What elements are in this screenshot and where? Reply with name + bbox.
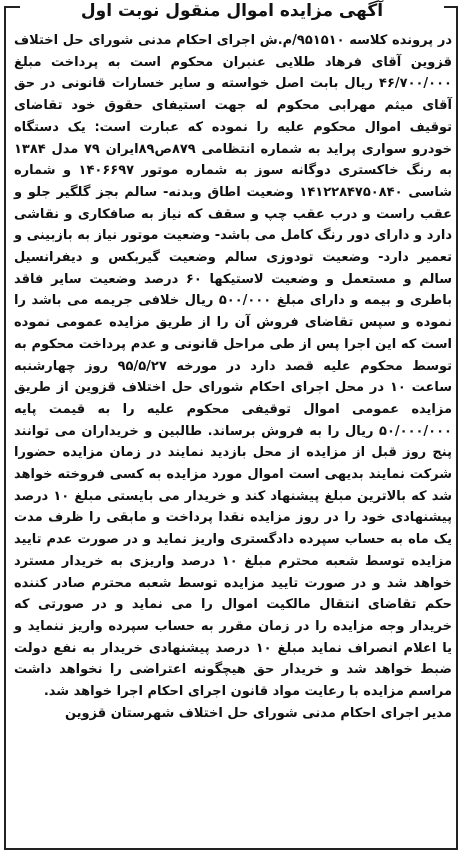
notice-title bbox=[20, 0, 444, 24]
notice-signature: مدیر اجرای احکام مدنی شورای حل اختلاف شهرستان قزوین bbox=[64, 705, 452, 721]
notice-body-text: در پرونده کلاسه ۹۵۱۵۱۰/م.ش اجرای احکام مدنی شورای حل اختلاف قزوین آقای فرهاد طلایی عنبران محکوم است به پرداخت مبلغ ۴۶/۷۰۰/۰۰۰ ریال بابت اصل خواسته و سایر خسارات قانونی در حق آقای میثم مهرابی محکوم له جهت استیفای حقوق خود تقاضای توقیف اموال محکوم علیه را نموده که عبارت است: یک دستگاه خودرو سواری پراید به شماره انتظامی ۸۷۹ص۸۹ایران ۷۹ مدل ۱۳۸۴ به رنگ خاکستری دوگانه سوز به شماره موتور ۱۴۰۶۶۹۷ و شماره شاسی ۱۴۱۲۲۸۴۷۵۰۸۴۰ وضعیت اطاق وبدنه- سالم بجز گلگیر جلو و عقب راست و درب عقب چپ و سقف که نیاز به صافکاری و نقاشی دارد و دارای دور رنگ کامل می باشد- وضعیت موتور نیاز به بازبینی و تعمیر دارد- وضعیت تودوزی سالم وضعیت گیربکس و دیفرانسیل سالم و مستعمل و وضعیت لاستیکها ۶۰ درصد وضعیت سایر فاقد باطری و بیمه و دارای مبلغ ۵۰۰/۰۰۰ ریال خلافی جریمه می باشد را نموده و سپس تقاضای فروش آن را از طریق مزایده عمومی نموده است که این اجرا پس از طی مراحل قانونی و عدم پرداخت محکوم به توسط محکوم علیه قصد دارد در مورخه ۹۵/۵/۲۷ روز چهارشنبه ساعت ۱۰ در محل اجرای احکام شورای حل اختلاف قزوین از طریق مزایده عمومی اموال توقیفی محکوم علیه را به قیمت پایه ۵۰/۰۰۰/۰۰۰ ریال را به فروش برساند. طالبین و خریداران می توانند پنج روز قبل از مزایده از محل بازدید نمایند در زمان مزایده حضورا شرکت نمایند بدیهی است اموال مورد مزایده به کسی فروخته خواهد شد که بالاترین مبلغ پیشنهاد کند و خریدار می بایستی مبلغ ۱۰ درصد پیشنهادی خود را در روز مزایده نقدا پرداخت و مابقی را ظرف مدت یک ماه به حساب سپرده دادگستری واریز نماید و در صورت عدم تایید مزایده توسط شعبه محترم مبلغ ۱۰ درصد واریزی به خریدار مسترد خواهد شد و در صورت تایید مزایده توسط شعبه محترم صادر کننده حکم تقاضای انتقال مالکیت اموال را می نماید و در صورتی که خریدار وجه مزایده را در زمان مقرر به حساب سپرده واریز ننماید و یا اعلام انصراف نماید مبلغ ۱۰ درصد پیشنهادی خریدار به نفع دولت ضبط خواهد شد و خریدار حق هیچگونه اعتراضی را نخواهد داشت مراسم مزایده با رعایت مواد قانون اجرای احکام اجرا خواهد شد. bbox=[14, 33, 453, 700]
notice-title-text: آگهی مزایده اموال منقول نوبت اول bbox=[71, 1, 393, 21]
notice-body bbox=[14, 30, 452, 725]
